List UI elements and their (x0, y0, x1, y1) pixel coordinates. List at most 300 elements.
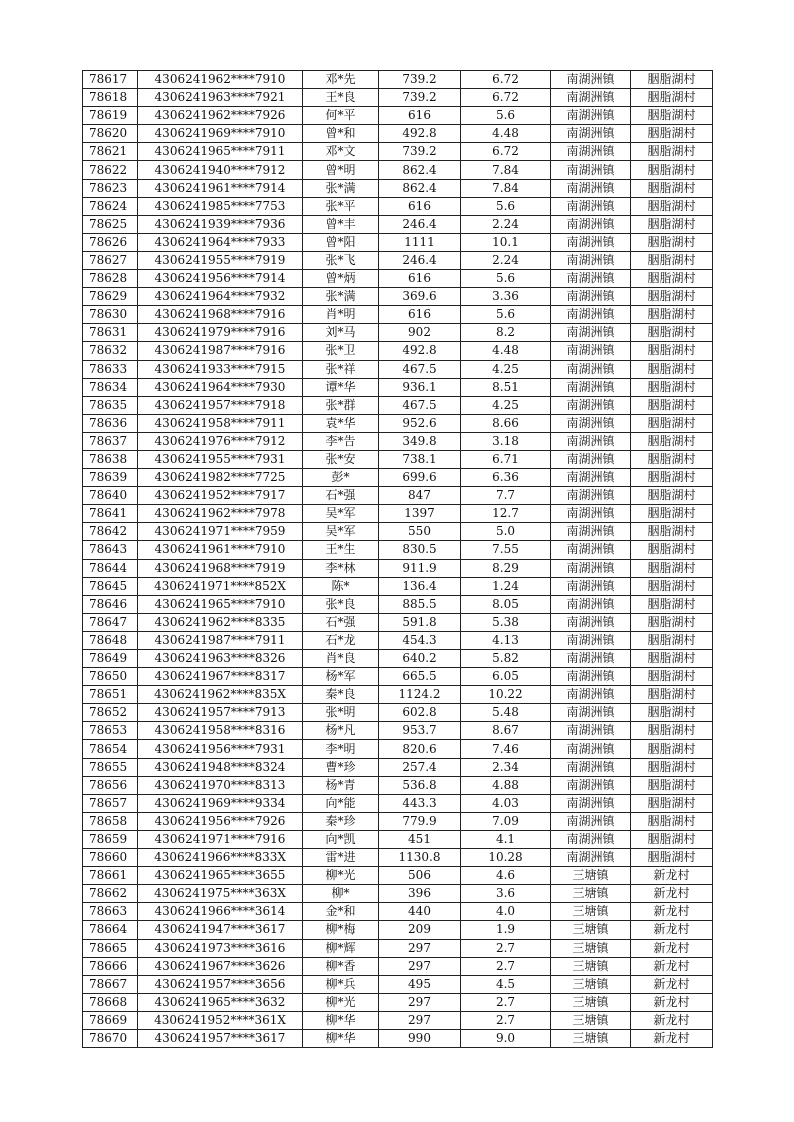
town-cell: 南湖洲镇 (551, 469, 631, 487)
table-row (83, 541, 713, 559)
table-row (83, 1011, 713, 1029)
amount-cell: 862.4 (379, 179, 461, 197)
area-cell: 3.18 (461, 432, 551, 450)
name-cell: 曹*珍 (303, 758, 379, 776)
village-cell: 胭脂湖村 (631, 414, 713, 432)
serial-number-cell: 78664 (83, 921, 138, 939)
name-cell: 向*能 (303, 794, 379, 812)
table-row (83, 143, 713, 161)
town-cell: 南湖洲镇 (551, 306, 631, 324)
table-row (83, 650, 713, 668)
name-cell: 张*良 (303, 595, 379, 613)
village-cell: 胭脂湖村 (631, 432, 713, 450)
town-cell: 三塘镇 (551, 1029, 631, 1047)
name-cell: 李*林 (303, 559, 379, 577)
village-cell: 胭脂湖村 (631, 505, 713, 523)
id-number-cell: 4306241957****3617 (138, 1029, 303, 1047)
village-cell: 胭脂湖村 (631, 830, 713, 848)
serial-number-cell: 78626 (83, 233, 138, 251)
town-cell: 南湖洲镇 (551, 251, 631, 269)
name-cell: 石*强 (303, 613, 379, 631)
table-row (83, 71, 713, 89)
serial-number-cell: 78652 (83, 704, 138, 722)
town-cell: 南湖洲镇 (551, 450, 631, 468)
serial-number-cell: 78625 (83, 215, 138, 233)
name-cell: 秦*良 (303, 686, 379, 704)
area-cell: 5.6 (461, 270, 551, 288)
name-cell: 柳*香 (303, 957, 379, 975)
name-cell: 张*明 (303, 704, 379, 722)
amount-cell: 739.2 (379, 71, 461, 89)
id-number-cell: 4306241961****7910 (138, 541, 303, 559)
amount-cell: 779.9 (379, 812, 461, 830)
name-cell: 张*飞 (303, 251, 379, 269)
village-cell: 胭脂湖村 (631, 215, 713, 233)
table-row (83, 993, 713, 1011)
name-cell: 杨*凡 (303, 722, 379, 740)
name-cell: 邓*先 (303, 71, 379, 89)
name-cell: 曾*和 (303, 125, 379, 143)
serial-number-cell: 78656 (83, 776, 138, 794)
town-cell: 南湖洲镇 (551, 595, 631, 613)
name-cell: 石*龙 (303, 631, 379, 649)
serial-number-cell: 78623 (83, 179, 138, 197)
table-row (83, 487, 713, 505)
id-number-cell: 4306241957****7913 (138, 704, 303, 722)
amount-cell: 616 (379, 197, 461, 215)
table-row (83, 758, 713, 776)
table-row (83, 812, 713, 830)
name-cell: 吴*军 (303, 505, 379, 523)
serial-number-cell: 78642 (83, 523, 138, 541)
serial-number-cell: 78654 (83, 740, 138, 758)
table-row (83, 794, 713, 812)
table-row (83, 360, 713, 378)
table-row (83, 704, 713, 722)
area-cell: 7.09 (461, 812, 551, 830)
area-cell: 4.25 (461, 360, 551, 378)
name-cell: 张*安 (303, 450, 379, 468)
name-cell: 张*满 (303, 288, 379, 306)
table-row (83, 432, 713, 450)
amount-cell: 911.9 (379, 559, 461, 577)
name-cell: 肖*明 (303, 306, 379, 324)
id-number-cell: 4306241979****7916 (138, 324, 303, 342)
id-number-cell: 4306241985****7753 (138, 197, 303, 215)
area-cell: 3.36 (461, 288, 551, 306)
id-number-cell: 4306241969****7910 (138, 125, 303, 143)
town-cell: 南湖洲镇 (551, 668, 631, 686)
table-row (83, 830, 713, 848)
amount-cell: 492.8 (379, 342, 461, 360)
table-row (83, 233, 713, 251)
area-cell: 8.66 (461, 414, 551, 432)
name-cell: 吴*军 (303, 523, 379, 541)
amount-cell: 297 (379, 1011, 461, 1029)
id-number-cell: 4306241947****3617 (138, 921, 303, 939)
amount-cell: 209 (379, 921, 461, 939)
village-cell: 胭脂湖村 (631, 631, 713, 649)
town-cell: 南湖洲镇 (551, 143, 631, 161)
amount-cell: 936.1 (379, 378, 461, 396)
area-cell: 8.29 (461, 559, 551, 577)
name-cell: 曾*明 (303, 161, 379, 179)
town-cell: 南湖洲镇 (551, 704, 631, 722)
name-cell: 张*平 (303, 197, 379, 215)
area-cell: 5.0 (461, 523, 551, 541)
town-cell: 南湖洲镇 (551, 288, 631, 306)
serial-number-cell: 78644 (83, 559, 138, 577)
amount-cell: 820.6 (379, 740, 461, 758)
id-number-cell: 4306241963****7921 (138, 89, 303, 107)
name-cell: 雷*进 (303, 849, 379, 867)
name-cell: 杨*青 (303, 776, 379, 794)
village-cell: 新龙村 (631, 921, 713, 939)
table-row (83, 849, 713, 867)
area-cell: 2.7 (461, 957, 551, 975)
id-number-cell: 4306241957****3656 (138, 975, 303, 993)
id-number-cell: 4306241939****7936 (138, 215, 303, 233)
table-row (83, 161, 713, 179)
id-number-cell: 4306241964****7932 (138, 288, 303, 306)
town-cell: 南湖洲镇 (551, 812, 631, 830)
id-number-cell: 4306241952****7917 (138, 487, 303, 505)
village-cell: 新龙村 (631, 1029, 713, 1047)
name-cell: 陈* (303, 577, 379, 595)
amount-cell: 297 (379, 957, 461, 975)
id-number-cell: 4306241987****7916 (138, 342, 303, 360)
name-cell: 曾*炳 (303, 270, 379, 288)
village-cell: 胭脂湖村 (631, 849, 713, 867)
town-cell: 南湖洲镇 (551, 740, 631, 758)
serial-number-cell: 78646 (83, 595, 138, 613)
serial-number-cell: 78618 (83, 89, 138, 107)
village-cell: 胭脂湖村 (631, 758, 713, 776)
town-cell: 三塘镇 (551, 957, 631, 975)
serial-number-cell: 78621 (83, 143, 138, 161)
amount-cell: 616 (379, 306, 461, 324)
town-cell: 南湖洲镇 (551, 89, 631, 107)
data-table (82, 70, 713, 1048)
id-number-cell: 4306241969****9334 (138, 794, 303, 812)
name-cell: 金*和 (303, 903, 379, 921)
serial-number-cell: 78670 (83, 1029, 138, 1047)
area-cell: 2.34 (461, 758, 551, 776)
table-row (83, 722, 713, 740)
area-cell: 7.7 (461, 487, 551, 505)
town-cell: 南湖洲镇 (551, 686, 631, 704)
serial-number-cell: 78633 (83, 360, 138, 378)
area-cell: 6.72 (461, 89, 551, 107)
table-row (83, 523, 713, 541)
id-number-cell: 4306241987****7911 (138, 631, 303, 649)
serial-number-cell: 78627 (83, 251, 138, 269)
town-cell: 三塘镇 (551, 993, 631, 1011)
serial-number-cell: 78632 (83, 342, 138, 360)
amount-cell: 616 (379, 270, 461, 288)
table-row (83, 1029, 713, 1047)
table-row (83, 270, 713, 288)
village-cell: 胭脂湖村 (631, 523, 713, 541)
town-cell: 南湖洲镇 (551, 107, 631, 125)
amount-cell: 536.8 (379, 776, 461, 794)
name-cell: 柳*光 (303, 867, 379, 885)
table-row (83, 686, 713, 704)
town-cell: 南湖洲镇 (551, 523, 631, 541)
serial-number-cell: 78657 (83, 794, 138, 812)
serial-number-cell: 78635 (83, 396, 138, 414)
id-number-cell: 4306241965****7910 (138, 595, 303, 613)
area-cell: 2.7 (461, 939, 551, 957)
amount-cell: 738.1 (379, 450, 461, 468)
id-number-cell: 4306241962****7926 (138, 107, 303, 125)
name-cell: 柳*华 (303, 1011, 379, 1029)
name-cell: 曾*丰 (303, 215, 379, 233)
area-cell: 1.9 (461, 921, 551, 939)
amount-cell: 396 (379, 885, 461, 903)
name-cell: 李*明 (303, 740, 379, 758)
area-cell: 4.6 (461, 867, 551, 885)
name-cell: 柳*华 (303, 1029, 379, 1047)
id-number-cell: 4306241956****7926 (138, 812, 303, 830)
town-cell: 三塘镇 (551, 867, 631, 885)
amount-cell: 699.6 (379, 469, 461, 487)
serial-number-cell: 78660 (83, 849, 138, 867)
area-cell: 7.46 (461, 740, 551, 758)
id-number-cell: 4306241965****3632 (138, 993, 303, 1011)
id-number-cell: 4306241955****7931 (138, 450, 303, 468)
id-number-cell: 4306241956****7931 (138, 740, 303, 758)
amount-cell: 454.3 (379, 631, 461, 649)
table-row (83, 107, 713, 125)
id-number-cell: 4306241966****833X (138, 849, 303, 867)
id-number-cell: 4306241962****7978 (138, 505, 303, 523)
id-number-cell: 4306241971****7959 (138, 523, 303, 541)
table-row (83, 867, 713, 885)
serial-number-cell: 78631 (83, 324, 138, 342)
name-cell: 向*凯 (303, 830, 379, 848)
name-cell: 肖*良 (303, 650, 379, 668)
area-cell: 9.0 (461, 1029, 551, 1047)
area-cell: 8.2 (461, 324, 551, 342)
village-cell: 胭脂湖村 (631, 794, 713, 812)
area-cell: 6.36 (461, 469, 551, 487)
name-cell: 杨*军 (303, 668, 379, 686)
amount-cell: 246.4 (379, 251, 461, 269)
area-cell: 6.71 (461, 450, 551, 468)
serial-number-cell: 78659 (83, 830, 138, 848)
name-cell: 秦*珍 (303, 812, 379, 830)
village-cell: 胭脂湖村 (631, 288, 713, 306)
serial-number-cell: 78645 (83, 577, 138, 595)
serial-number-cell: 78648 (83, 631, 138, 649)
area-cell: 5.6 (461, 107, 551, 125)
amount-cell: 665.5 (379, 668, 461, 686)
town-cell: 南湖洲镇 (551, 233, 631, 251)
serial-number-cell: 78624 (83, 197, 138, 215)
name-cell: 曾*阳 (303, 233, 379, 251)
area-cell: 10.22 (461, 686, 551, 704)
table-row (83, 975, 713, 993)
amount-cell: 952.6 (379, 414, 461, 432)
id-number-cell: 4306241948****8324 (138, 758, 303, 776)
town-cell: 三塘镇 (551, 939, 631, 957)
village-cell: 胭脂湖村 (631, 686, 713, 704)
amount-cell: 492.8 (379, 125, 461, 143)
table-row (83, 342, 713, 360)
town-cell: 南湖洲镇 (551, 71, 631, 89)
amount-cell: 495 (379, 975, 461, 993)
village-cell: 胭脂湖村 (631, 143, 713, 161)
amount-cell: 1130.8 (379, 849, 461, 867)
village-cell: 胭脂湖村 (631, 541, 713, 559)
village-cell: 胭脂湖村 (631, 487, 713, 505)
id-number-cell: 4306241965****3655 (138, 867, 303, 885)
village-cell: 胭脂湖村 (631, 776, 713, 794)
serial-number-cell: 78665 (83, 939, 138, 957)
id-number-cell: 4306241967****8317 (138, 668, 303, 686)
area-cell: 2.24 (461, 215, 551, 233)
table-row (83, 631, 713, 649)
id-number-cell: 4306241982****7725 (138, 469, 303, 487)
name-cell: 王*良 (303, 89, 379, 107)
town-cell: 南湖洲镇 (551, 396, 631, 414)
name-cell: 刘*马 (303, 324, 379, 342)
town-cell: 南湖洲镇 (551, 378, 631, 396)
village-cell: 新龙村 (631, 957, 713, 975)
amount-cell: 550 (379, 523, 461, 541)
town-cell: 南湖洲镇 (551, 613, 631, 631)
table-row (83, 450, 713, 468)
village-cell: 胭脂湖村 (631, 577, 713, 595)
area-cell: 4.48 (461, 342, 551, 360)
town-cell: 南湖洲镇 (551, 849, 631, 867)
amount-cell: 591.8 (379, 613, 461, 631)
serial-number-cell: 78619 (83, 107, 138, 125)
serial-number-cell: 78658 (83, 812, 138, 830)
area-cell: 8.67 (461, 722, 551, 740)
village-cell: 新龙村 (631, 975, 713, 993)
serial-number-cell: 78640 (83, 487, 138, 505)
town-cell: 南湖洲镇 (551, 577, 631, 595)
area-cell: 4.25 (461, 396, 551, 414)
amount-cell: 369.6 (379, 288, 461, 306)
area-cell: 6.72 (461, 71, 551, 89)
name-cell: 邓*文 (303, 143, 379, 161)
name-cell: 柳* (303, 885, 379, 903)
area-cell: 4.13 (461, 631, 551, 649)
amount-cell: 953.7 (379, 722, 461, 740)
id-number-cell: 4306241968****7919 (138, 559, 303, 577)
town-cell: 南湖洲镇 (551, 360, 631, 378)
name-cell: 石*强 (303, 487, 379, 505)
area-cell: 4.1 (461, 830, 551, 848)
table-row (83, 885, 713, 903)
name-cell: 何*平 (303, 107, 379, 125)
table-row (83, 921, 713, 939)
village-cell: 胭脂湖村 (631, 450, 713, 468)
name-cell: 王*生 (303, 541, 379, 559)
table-row (83, 776, 713, 794)
village-cell: 胭脂湖村 (631, 107, 713, 125)
table-row (83, 378, 713, 396)
id-number-cell: 4306241963****8326 (138, 650, 303, 668)
village-cell: 胭脂湖村 (631, 342, 713, 360)
area-cell: 1.24 (461, 577, 551, 595)
table-row (83, 505, 713, 523)
amount-cell: 739.2 (379, 143, 461, 161)
amount-cell: 440 (379, 903, 461, 921)
village-cell: 胭脂湖村 (631, 71, 713, 89)
town-cell: 三塘镇 (551, 921, 631, 939)
village-cell: 胭脂湖村 (631, 469, 713, 487)
id-number-cell: 4306241961****7914 (138, 179, 303, 197)
table-row (83, 288, 713, 306)
table-row (83, 469, 713, 487)
amount-cell: 616 (379, 107, 461, 125)
serial-number-cell: 78653 (83, 722, 138, 740)
table-row (83, 559, 713, 577)
amount-cell: 443.3 (379, 794, 461, 812)
village-cell: 新龙村 (631, 885, 713, 903)
village-cell: 胭脂湖村 (631, 233, 713, 251)
amount-cell: 1397 (379, 505, 461, 523)
amount-cell: 830.5 (379, 541, 461, 559)
town-cell: 南湖洲镇 (551, 487, 631, 505)
amount-cell: 847 (379, 487, 461, 505)
area-cell: 12.7 (461, 505, 551, 523)
village-cell: 胭脂湖村 (631, 396, 713, 414)
area-cell: 4.5 (461, 975, 551, 993)
area-cell: 3.6 (461, 885, 551, 903)
serial-number-cell: 78668 (83, 993, 138, 1011)
id-number-cell: 4306241962****8335 (138, 613, 303, 631)
town-cell: 南湖洲镇 (551, 342, 631, 360)
area-cell: 8.51 (461, 378, 551, 396)
amount-cell: 902 (379, 324, 461, 342)
serial-number-cell: 78639 (83, 469, 138, 487)
table-row (83, 197, 713, 215)
table-row (83, 613, 713, 631)
town-cell: 南湖洲镇 (551, 324, 631, 342)
table-row (83, 251, 713, 269)
town-cell: 南湖洲镇 (551, 631, 631, 649)
town-cell: 南湖洲镇 (551, 830, 631, 848)
id-number-cell: 4306241962****7910 (138, 71, 303, 89)
village-cell: 胭脂湖村 (631, 197, 713, 215)
village-cell: 胭脂湖村 (631, 161, 713, 179)
village-cell: 新龙村 (631, 903, 713, 921)
amount-cell: 602.8 (379, 704, 461, 722)
village-cell: 胭脂湖村 (631, 559, 713, 577)
id-number-cell: 4306241956****7914 (138, 270, 303, 288)
serial-number-cell: 78637 (83, 432, 138, 450)
serial-number-cell: 78638 (83, 450, 138, 468)
id-number-cell: 4306241968****7916 (138, 306, 303, 324)
id-number-cell: 4306241957****7918 (138, 396, 303, 414)
id-number-cell: 4306241976****7912 (138, 432, 303, 450)
serial-number-cell: 78641 (83, 505, 138, 523)
town-cell: 南湖洲镇 (551, 722, 631, 740)
village-cell: 胭脂湖村 (631, 251, 713, 269)
table-row (83, 396, 713, 414)
id-number-cell: 4306241933****7915 (138, 360, 303, 378)
town-cell: 南湖洲镇 (551, 541, 631, 559)
id-number-cell: 4306241965****7911 (138, 143, 303, 161)
area-cell: 6.05 (461, 668, 551, 686)
table-row (83, 577, 713, 595)
amount-cell: 246.4 (379, 215, 461, 233)
